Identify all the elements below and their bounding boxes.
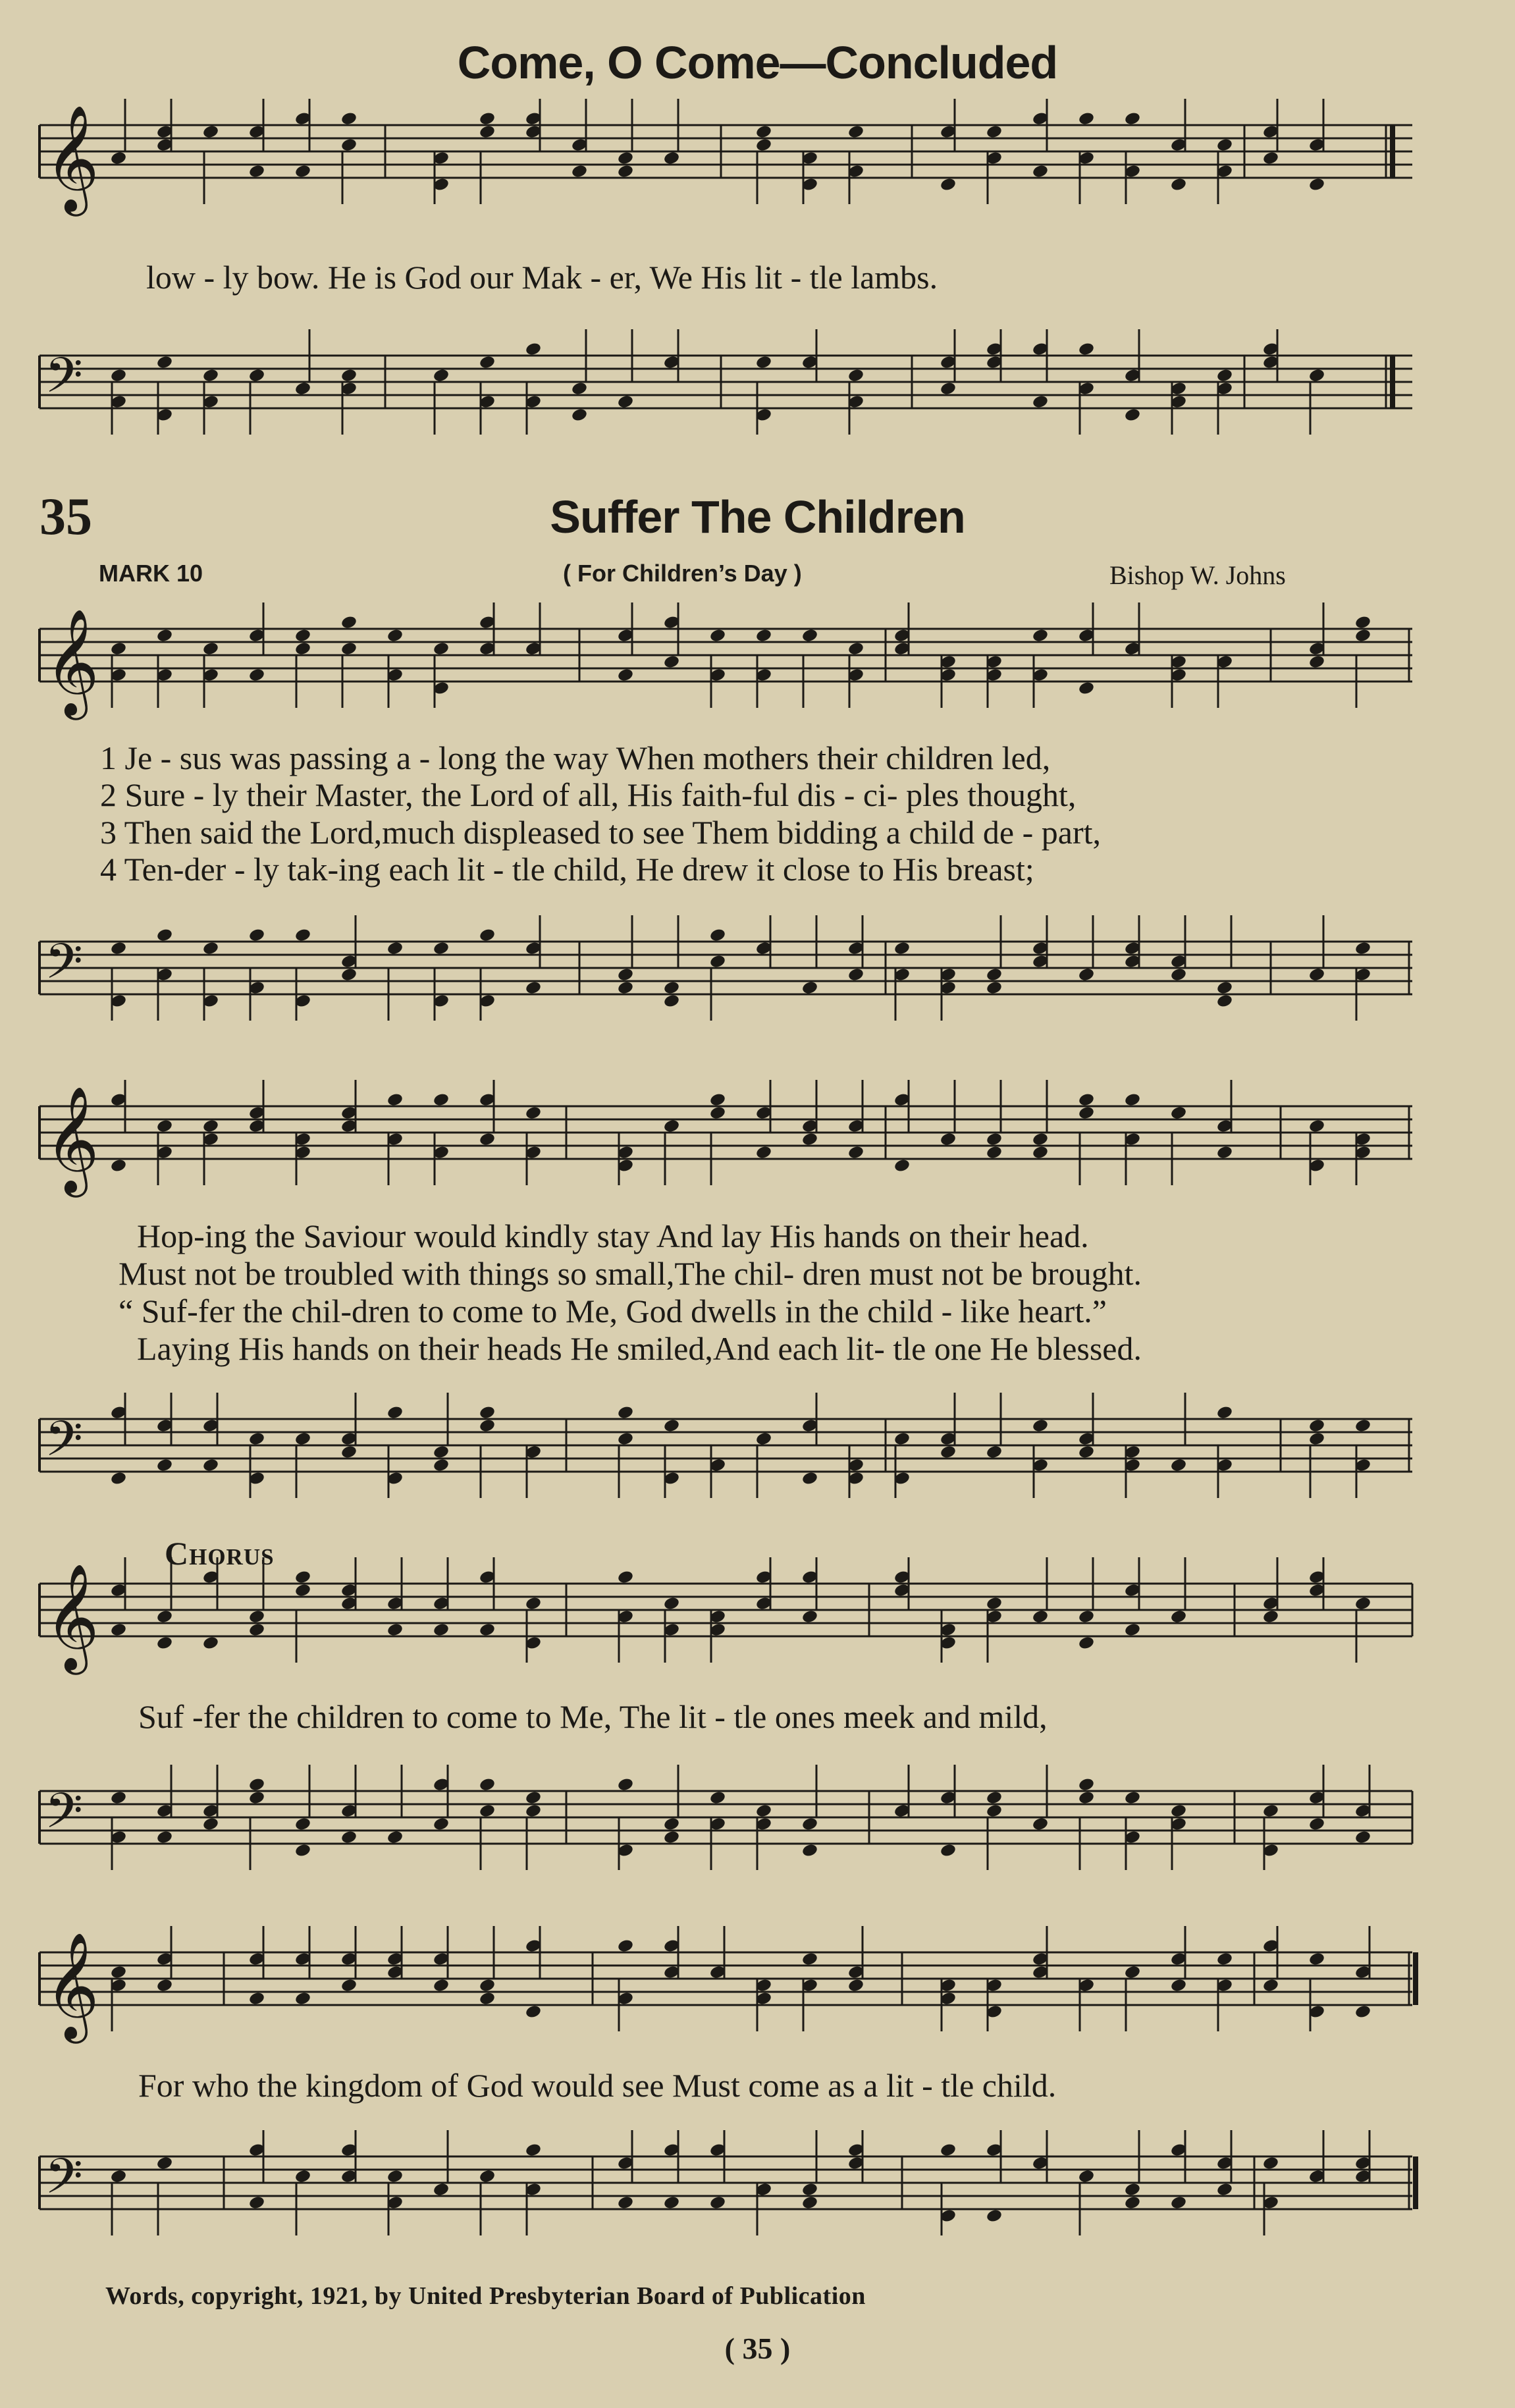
page-number: ( 35 ) (724, 2332, 791, 2365)
svg-text:𝄞: 𝄞 (45, 1932, 99, 2039)
verse-1-line-a: 1 Je - sus was passing a - long the way When mothers their children led, (100, 739, 1051, 776)
scripture-ref: MARK 10 (99, 560, 203, 587)
verse-2-line-b: Must not be troubled with things so small,The chil- dren must not be brought. (119, 1255, 1142, 1292)
svg-text:𝄞: 𝄞 (45, 105, 99, 212)
svg-text:𝄢: 𝄢 (45, 1782, 83, 1852)
copyright-notice: Words, copyright, 1921, by United Presbyterian Board of Publication (105, 2282, 866, 2310)
verse-2-line-a: 2 Sure - ly their Master, the Lord of all, His faith-ful dis - ci- ples thought, (100, 776, 1076, 813)
svg-text:𝄢: 𝄢 (45, 933, 83, 1002)
hymn-number: 35 (40, 488, 92, 546)
verse-4-line-b: Laying His hands on their heads He smiled,And each lit- tle one He blessed. (137, 1330, 1142, 1367)
chorus-label: Chorus (165, 1535, 275, 1572)
occasion-note: ( For Children’s Day ) (563, 560, 802, 587)
svg-text:𝄞: 𝄞 (45, 1563, 99, 1671)
svg-text:𝄞: 𝄞 (45, 608, 99, 716)
verse-3-line-b: “ Suf-fer the chil-dren to come to Me, God dwells in the child - like heart.” (119, 1293, 1107, 1329)
verse-4-line-a: 4 Ten-der - ly tak-ing each lit - tle child, He drew it close to His breast; (100, 851, 1034, 888)
chorus-line-2: For who the kingdom of God would see Must come as a lit - tle child. (138, 2067, 1057, 2104)
concluded-lyrics: low - ly bow. He is God our Mak - er, We His lit - tle lambs. (146, 259, 938, 296)
hymn-title: Suffer The Children (550, 491, 965, 543)
svg-text:𝄢: 𝄢 (45, 347, 83, 416)
svg-text:𝄢: 𝄢 (45, 2148, 83, 2217)
author-credit: Bishop W. Johns (1109, 560, 1286, 590)
verse-1-line-b: Hop-ing the Saviour would kindly stay And lay His hands on their head. (137, 1217, 1089, 1254)
verse-3-line-a: 3 Then said the Lord,much displeased to see Them bidding a child de - part, (100, 814, 1101, 851)
concluded-title: Come, O Come—Concluded (457, 37, 1058, 88)
chorus-line-1: Suf -fer the children to come to Me, The lit - tle ones meek and mild, (138, 1698, 1048, 1735)
svg-text:𝄞: 𝄞 (45, 1086, 99, 1193)
svg-text:𝄢: 𝄢 (45, 1410, 83, 1480)
